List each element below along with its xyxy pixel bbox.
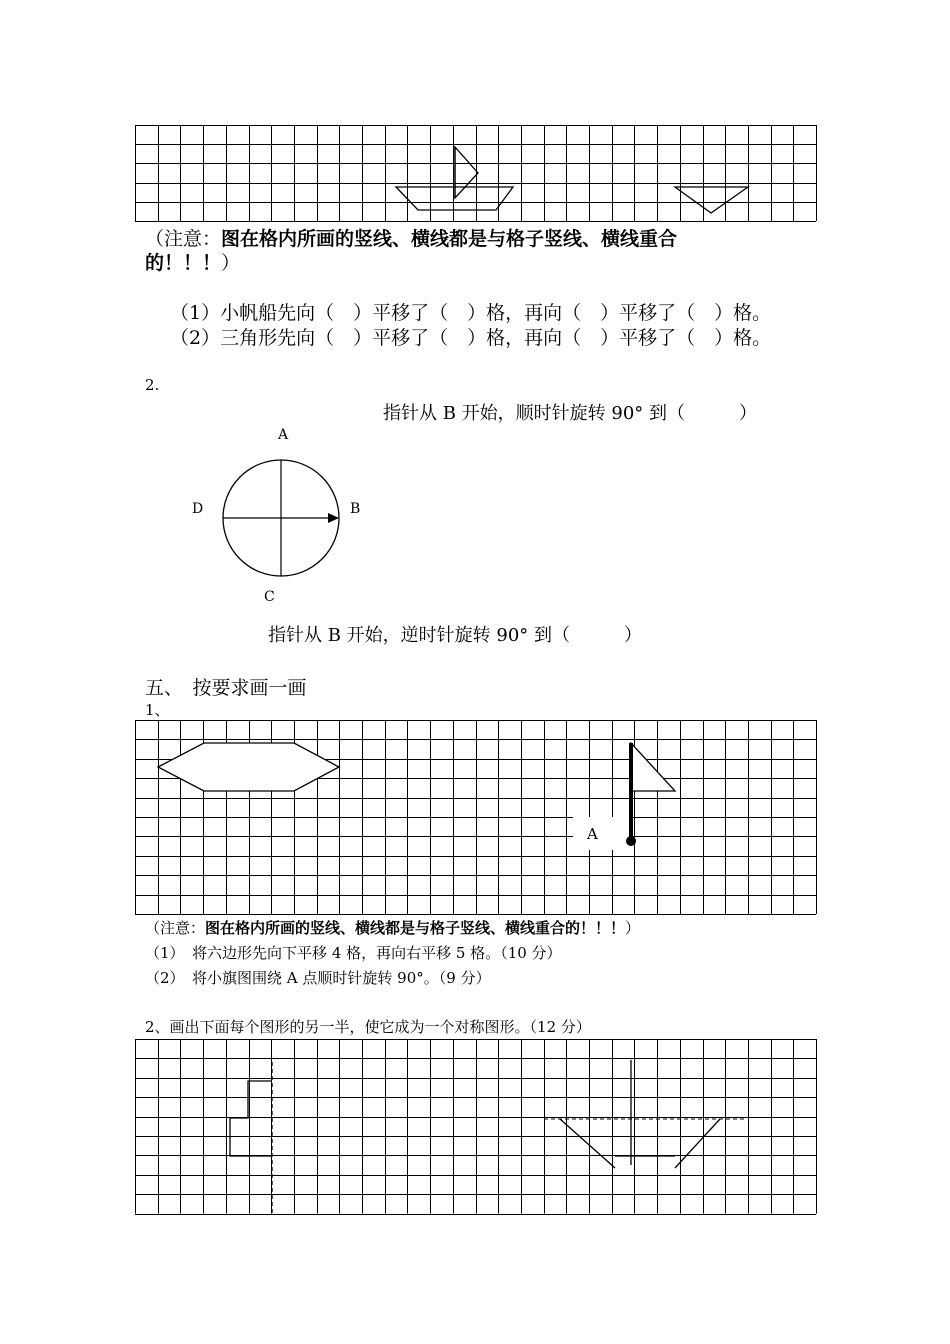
dial-label-d: D bbox=[192, 501, 204, 517]
task-2: （2） 将小旗图围绕 A 点顺时针旋转 90°。（9 分） bbox=[145, 969, 491, 987]
question-number: 2. bbox=[145, 376, 160, 394]
section-heading: 五、 按要求画一画 bbox=[145, 677, 307, 699]
half-shape-left bbox=[230, 1081, 272, 1156]
grid2-note: （注意：图在格内所画的竖线、横线都是与格子竖线、横线重合的！！！） bbox=[145, 919, 641, 937]
subsection-1: 1、 bbox=[145, 701, 170, 719]
point-a-label: A bbox=[587, 825, 598, 843]
subsection-2: 2、画出下面每个图形的另一半，使它成为一个对称图形。（12 分） bbox=[145, 1018, 591, 1036]
task-1: （1） 将六边形先向下平移 4 格，再向右平移 5 格。（10 分） bbox=[145, 944, 562, 962]
dial-label-b: B bbox=[350, 501, 361, 517]
dial-label-a: A bbox=[278, 427, 289, 443]
dial-label-c: C bbox=[264, 589, 275, 605]
question-triangle: （2）三角形先向（ ）平移了（ ）格，再向（ ）平移了（ ）格。 bbox=[170, 327, 772, 349]
half-shape-right-slant-2 bbox=[675, 1119, 720, 1168]
grid1-note: （注意：图在格内所画的竖线、横线都是与格子竖线、横线重合 bbox=[145, 228, 678, 250]
clockwise-question: 指针从 B 开始，顺时针旋转 90° 到（ ） bbox=[383, 403, 758, 424]
half-shape-right-slant-1 bbox=[560, 1119, 615, 1168]
question-sailboat: （1）小帆船先向（ ）平移了（ ）格，再向（ ）平移了（ ）格。 bbox=[170, 302, 772, 324]
grid1-note-line2: 的！！！） bbox=[145, 252, 241, 274]
counterclockwise-question: 指针从 B 开始，逆时针旋转 90° 到（ ） bbox=[268, 625, 643, 646]
